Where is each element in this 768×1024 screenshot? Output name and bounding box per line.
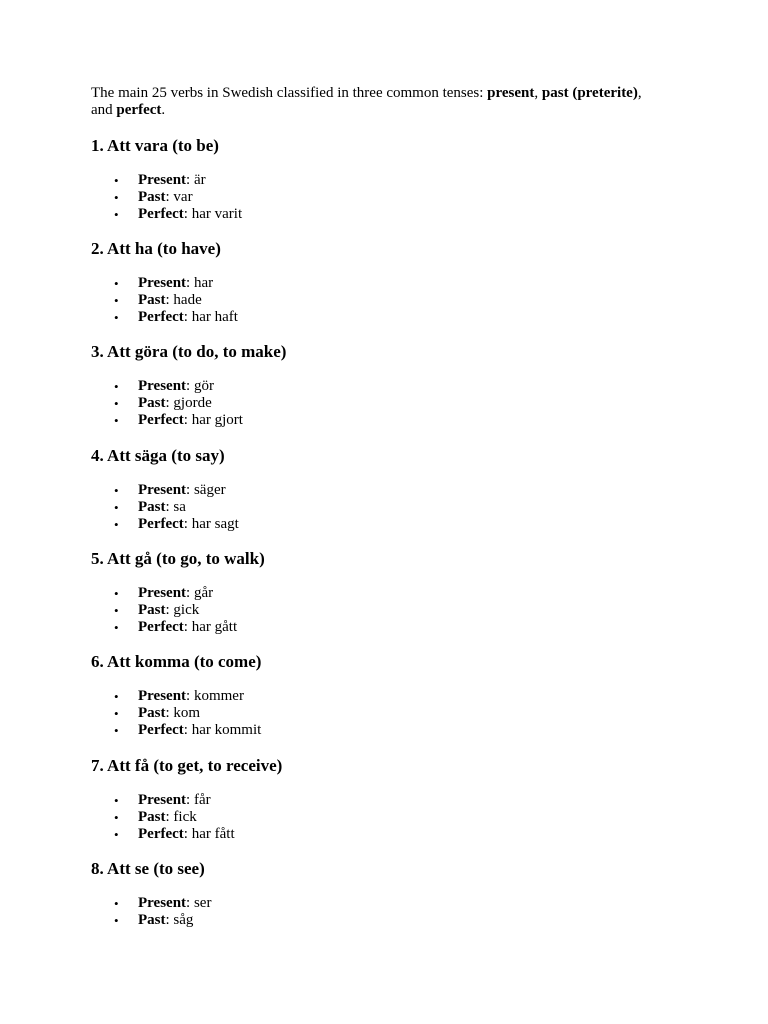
list-item bbox=[91, 688, 261, 705]
list-item bbox=[91, 309, 238, 326]
list-item bbox=[91, 826, 282, 843]
verb-heading: 6. Att komma (to come) bbox=[91, 652, 262, 671]
tense-label: Perfect bbox=[138, 722, 184, 738]
tense-list bbox=[91, 688, 261, 739]
tense-label: Perfect bbox=[138, 516, 184, 532]
bullet-icon: • bbox=[114, 190, 119, 205]
verb-heading: 8. Att se (to see) bbox=[91, 859, 205, 878]
verb-section bbox=[91, 446, 239, 533]
list-item bbox=[91, 895, 211, 912]
tense-value: : har kommit bbox=[183, 722, 262, 738]
tense-value: : har bbox=[186, 275, 214, 291]
document-page bbox=[91, 85, 681, 928]
tense-label: Past bbox=[138, 809, 166, 825]
tense-value: : gick bbox=[165, 602, 200, 618]
tense-label: Present bbox=[138, 792, 187, 808]
tense-list bbox=[91, 172, 242, 223]
tense-label: Past bbox=[138, 189, 166, 205]
bullet-icon: • bbox=[114, 620, 119, 635]
bullet-icon: • bbox=[114, 500, 119, 515]
intro-present: present bbox=[487, 85, 535, 101]
list-item bbox=[91, 705, 261, 722]
tense-value: : har haft bbox=[183, 309, 238, 325]
tense-value: : hade bbox=[165, 292, 202, 308]
tense-label: Perfect bbox=[138, 206, 184, 222]
tense-value: : har fått bbox=[183, 826, 235, 842]
tense-value: : kommer bbox=[186, 688, 244, 704]
verb-section bbox=[91, 859, 211, 929]
list-item bbox=[91, 602, 265, 619]
bullet-icon: • bbox=[114, 207, 119, 222]
tense-label: Perfect bbox=[138, 826, 184, 842]
tense-label: Present bbox=[138, 378, 187, 394]
list-item bbox=[91, 206, 242, 223]
list-item bbox=[91, 792, 282, 809]
intro-past: past (preterite) bbox=[541, 85, 638, 101]
list-item bbox=[91, 395, 286, 412]
tense-value: : ser bbox=[186, 895, 212, 911]
list-item bbox=[91, 275, 238, 292]
tense-label: Present bbox=[138, 172, 187, 188]
tense-value: : kom bbox=[165, 705, 201, 721]
bullet-icon: • bbox=[114, 276, 119, 291]
bullet-icon: • bbox=[114, 810, 119, 825]
tense-value: : var bbox=[165, 189, 193, 205]
tense-label: Past bbox=[138, 499, 166, 515]
tense-value: : gjorde bbox=[165, 395, 212, 411]
verb-section bbox=[91, 652, 261, 739]
tense-list bbox=[91, 792, 282, 843]
intro-and: and bbox=[91, 102, 117, 118]
bullet-icon: • bbox=[114, 173, 119, 188]
tense-value: : går bbox=[186, 585, 214, 601]
tense-label: Present bbox=[138, 585, 187, 601]
tense-list bbox=[91, 895, 211, 929]
verb-heading: 5. Att gå (to go, to walk) bbox=[91, 549, 265, 568]
tense-label: Past bbox=[138, 602, 166, 618]
tense-value: : såg bbox=[165, 912, 194, 928]
bullet-icon: • bbox=[114, 913, 119, 928]
tense-label: Present bbox=[138, 895, 187, 911]
tense-value: : har gått bbox=[183, 619, 238, 635]
list-item bbox=[91, 412, 286, 429]
list-item bbox=[91, 499, 239, 516]
bullet-icon: • bbox=[114, 603, 119, 618]
intro-paragraph bbox=[91, 85, 681, 119]
tense-value: : får bbox=[186, 792, 211, 808]
list-item bbox=[91, 619, 265, 636]
list-item bbox=[91, 912, 211, 929]
verb-heading: 2. Att ha (to have) bbox=[91, 239, 221, 258]
intro-text: The main 25 verbs in Swedish classified in three common tenses: bbox=[91, 85, 488, 101]
list-item bbox=[91, 172, 242, 189]
bullet-icon: • bbox=[114, 689, 119, 704]
list-item bbox=[91, 482, 239, 499]
bullet-icon: • bbox=[114, 310, 119, 325]
bullet-icon: • bbox=[114, 586, 119, 601]
tense-label: Present bbox=[138, 482, 187, 498]
list-item bbox=[91, 722, 261, 739]
tense-value: : är bbox=[186, 172, 206, 188]
tense-value: : har varit bbox=[183, 206, 243, 222]
tense-value: : fick bbox=[165, 809, 197, 825]
verb-heading: 3. Att göra (to do, to make) bbox=[91, 342, 287, 361]
bullet-icon: • bbox=[114, 896, 119, 911]
bullet-icon: • bbox=[114, 706, 119, 721]
tense-list bbox=[91, 482, 239, 533]
tense-list bbox=[91, 585, 265, 636]
list-item bbox=[91, 189, 242, 206]
list-item bbox=[91, 378, 286, 395]
tense-label: Past bbox=[138, 705, 166, 721]
verb-section bbox=[91, 239, 238, 326]
tense-label: Past bbox=[138, 395, 166, 411]
tense-list bbox=[91, 275, 238, 326]
bullet-icon: • bbox=[114, 827, 119, 842]
verb-heading: 7. Att få (to get, to receive) bbox=[91, 756, 283, 775]
verb-section bbox=[91, 342, 286, 429]
intro-perfect: perfect bbox=[116, 102, 162, 118]
tense-value: : har gjort bbox=[183, 412, 243, 428]
tense-label: Perfect bbox=[138, 619, 184, 635]
bullet-icon: • bbox=[114, 413, 119, 428]
list-item bbox=[91, 292, 238, 309]
bullet-icon: • bbox=[114, 723, 119, 738]
bullet-icon: • bbox=[114, 517, 119, 532]
tense-value: : har sagt bbox=[183, 516, 239, 532]
tense-list bbox=[91, 378, 286, 429]
list-item bbox=[91, 809, 282, 826]
bullet-icon: • bbox=[114, 379, 119, 394]
tense-label: Perfect bbox=[138, 309, 184, 325]
verb-section bbox=[91, 549, 265, 636]
verb-heading: 1. Att vara (to be) bbox=[91, 136, 219, 155]
tense-value: : sa bbox=[165, 499, 186, 515]
verb-section bbox=[91, 756, 282, 843]
bullet-icon: • bbox=[114, 793, 119, 808]
verb-heading: 4. Att säga (to say) bbox=[91, 446, 225, 465]
bullet-icon: • bbox=[114, 396, 119, 411]
tense-label: Present bbox=[138, 275, 187, 291]
tense-label: Perfect bbox=[138, 412, 184, 428]
intro-comma: , bbox=[534, 85, 542, 101]
intro-period: . bbox=[161, 102, 166, 118]
bullet-icon: • bbox=[114, 483, 119, 498]
list-item bbox=[91, 585, 265, 602]
tense-value: : gör bbox=[186, 378, 214, 394]
tense-label: Present bbox=[138, 688, 187, 704]
tense-value: : säger bbox=[186, 482, 226, 498]
verb-section bbox=[91, 136, 242, 223]
intro-comma: , bbox=[637, 85, 642, 101]
bullet-icon: • bbox=[114, 293, 119, 308]
tense-label: Past bbox=[138, 912, 166, 928]
list-item bbox=[91, 516, 239, 533]
tense-label: Past bbox=[138, 292, 166, 308]
